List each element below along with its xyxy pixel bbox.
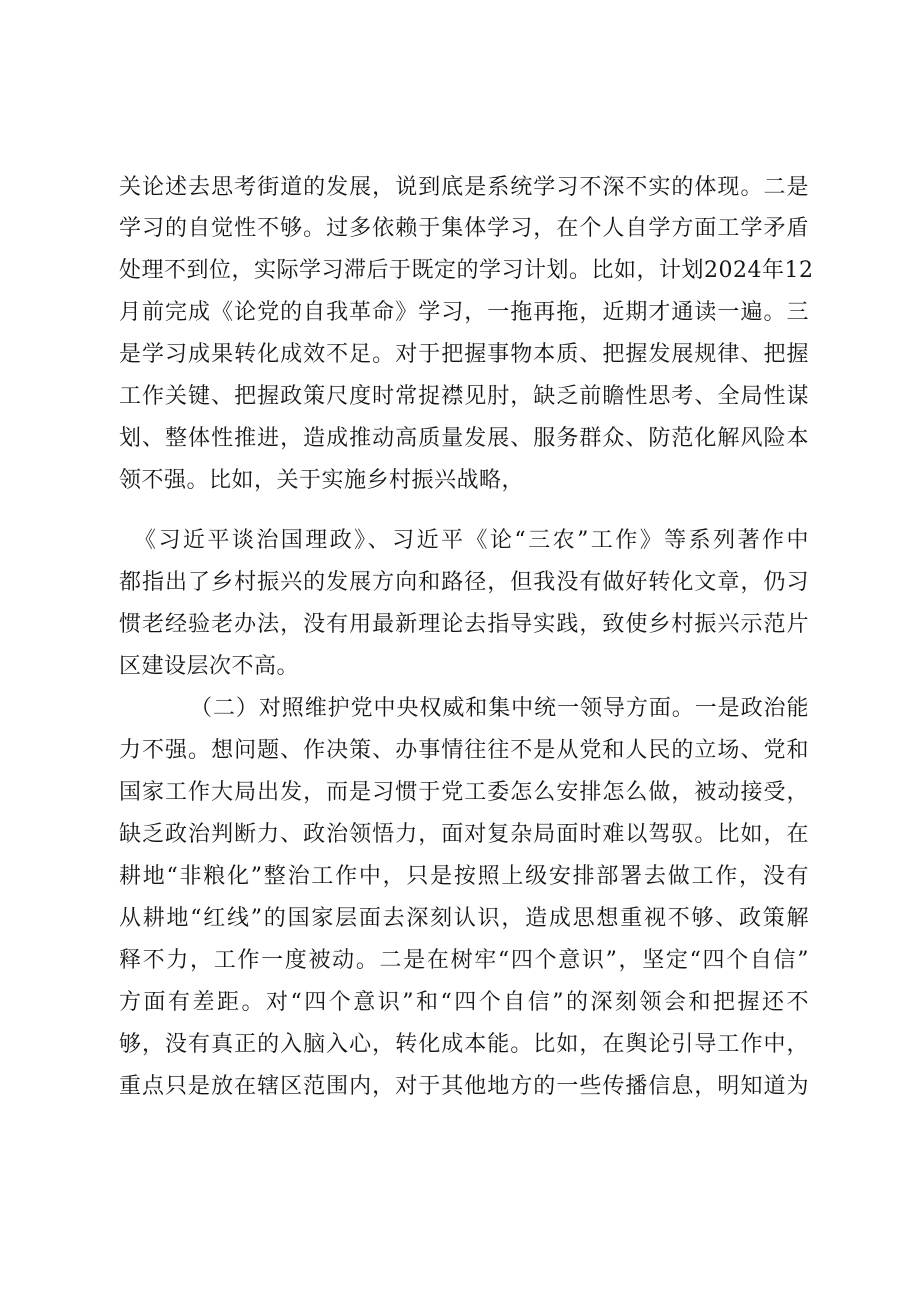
text-line-5: 是学习成果转化成效不足。对于把握事物本质、把握发展规律、把握 bbox=[119, 342, 809, 367]
text-line-21: 够，没有真正的入脑入心，转化成本能。比如，在舆论引导工作中， bbox=[119, 1032, 809, 1057]
text-line-4: 月前完成《论党的自我革命》学习，一拖再拖，近期才通读一遍。三 bbox=[119, 300, 809, 325]
text-line-19: 释不力，工作一度被动。二是在树牢“四个意识”，坚定“四个自信” bbox=[119, 948, 809, 973]
text-line-10: 都指出了乡村振兴的发展方向和路径，但我没有做好转化文章，仍习 bbox=[119, 570, 809, 595]
text-line-17: 耕地“非粮化”整治工作中，只是按照上级安排部署去做工作，没有 bbox=[119, 864, 809, 889]
text-line-12: 区建设层次不高。 bbox=[119, 654, 300, 679]
text-line-6: 工作关键、把握政策尺度时常捉襟见肘，缺乏前瞻性思考、全局性谋 bbox=[119, 384, 809, 409]
text-line-2: 学习的自觉性不够。过多依赖于集体学习，在个人自学方面工学矛盾 bbox=[119, 216, 809, 241]
section-heading-line: （二）对照维护党中央权威和集中统一领导方面。一是政治能 bbox=[190, 696, 809, 721]
text-line-14: 力不强。想问题、作决策、办事情往往不是从党和人民的立场、党和 bbox=[119, 738, 809, 763]
text-line-16: 缺乏政治判断力、政治领悟力，面对复杂局面时难以驾驭。比如，在 bbox=[119, 822, 809, 847]
text-line-11: 惯老经验老办法，没有用最新理论去指导实践，致使乡村振兴示范片 bbox=[119, 612, 809, 637]
text-line-22: 重点只是放在辖区范围内，对于其他地方的一些传播信息，明知道为 bbox=[119, 1074, 809, 1099]
text-line-8: 领不强。比如，关于实施乡村振兴战略， bbox=[119, 468, 525, 493]
text-line-1: 关论述去思考街道的发展，说到底是系统学习不深不实的体现。二是 bbox=[119, 175, 809, 200]
text-line-3: 处理不到位，实际学习滞后于既定的学习计划。比如，计划2024年12 bbox=[119, 258, 814, 283]
text-line-9: 《习近平谈治国理政》、习近平《论“三农”工作》等系列著作中 bbox=[134, 528, 809, 553]
text-line-18: 从耕地“红线”的国家层面去深刻认识，造成思想重视不够、政策解 bbox=[119, 906, 809, 931]
text-line-20: 方面有差距。对“四个意识”和“四个自信”的深刻领会和把握还不 bbox=[119, 990, 809, 1015]
text-line-7: 划、整体性推进，造成推动高质量发展、服务群众、防范化解风险本 bbox=[119, 426, 809, 451]
text-line-15: 国家工作大局出发，而是习惯于党工委怎么安排怎么做，被动接受， bbox=[119, 780, 809, 805]
